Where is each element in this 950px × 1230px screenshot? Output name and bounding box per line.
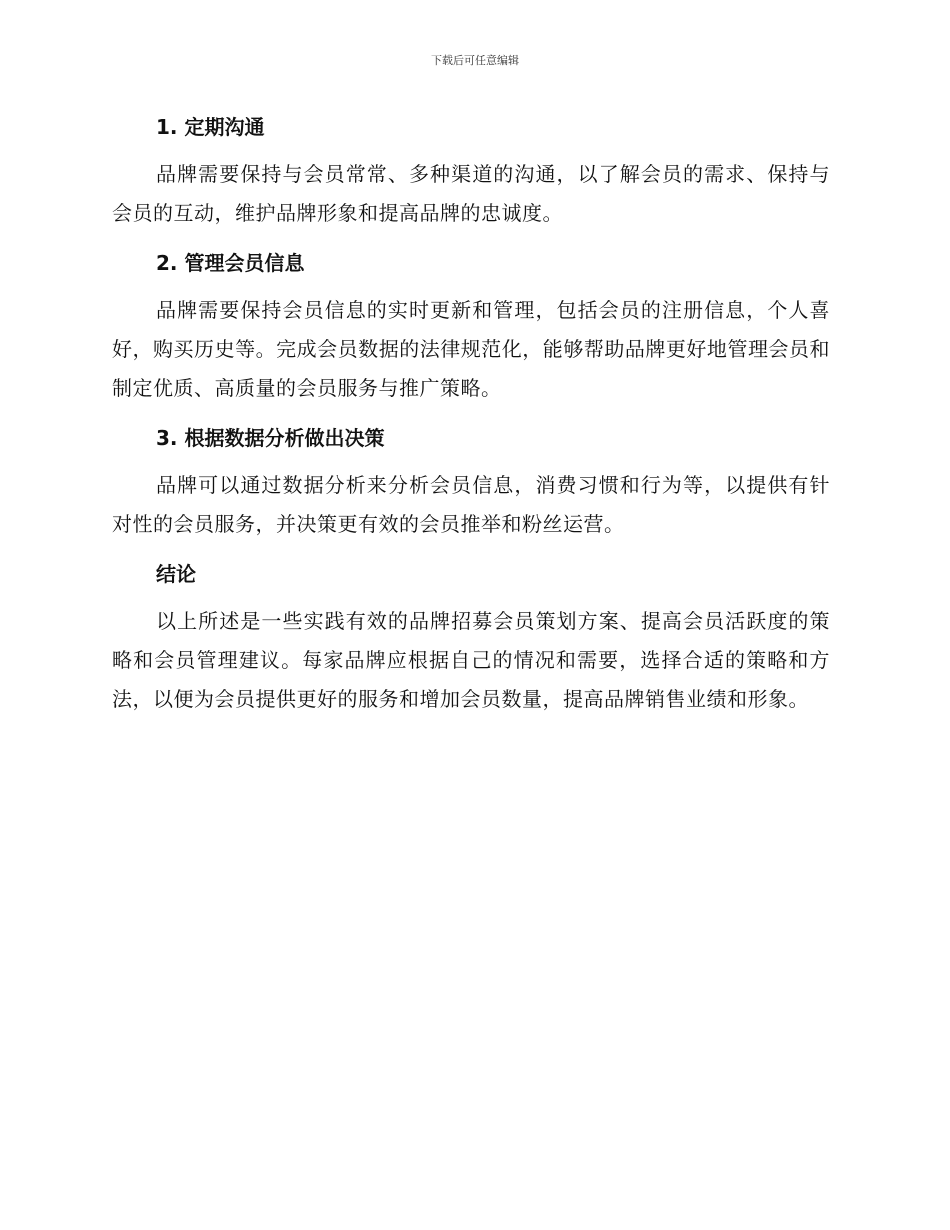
section-paragraph-member-info: 品牌需要保持会员信息的实时更新和管理，包括会员的注册信息，个人喜好，购买历史等。完成会员数据的法律规范化，能够帮助品牌更好地管理会员和制定优质、高质量的会员服务与推广策略。	[112, 298, 830, 400]
section-heading-communication: 1. 定期沟通	[156, 115, 265, 139]
section-heading-member-info: 2. 管理会员信息	[156, 251, 305, 275]
document-body	[112, 111, 830, 733]
section-paragraph-data-decisions: 品牌可以通过数据分析来分析会员信息，消费习惯和行为等，以提供有针对性的会员服务，并决策更有效的会员推举和粉丝运营。	[112, 473, 830, 536]
section-paragraph-communication: 品牌需要保持与会员常常、多种渠道的沟通，以了解会员的需求、保持与会员的互动，维护品牌形象和提高品牌的忠诚度。	[112, 162, 830, 225]
header-note: 下载后可任意编辑	[431, 54, 519, 67]
section-heading-conclusion: 结论	[156, 562, 196, 586]
section-heading-data-decisions: 3. 根据数据分析做出决策	[156, 426, 385, 450]
section-paragraph-conclusion: 以上所述是一些实践有效的品牌招募会员策划方案、提高会员活跃度的策略和会员管理建议。每家品牌应根据自己的情况和需要，选择合适的策略和方法，以便为会员提供更好的服务和增加会员数量，提高品牌销售业绩和形象。	[112, 609, 830, 711]
